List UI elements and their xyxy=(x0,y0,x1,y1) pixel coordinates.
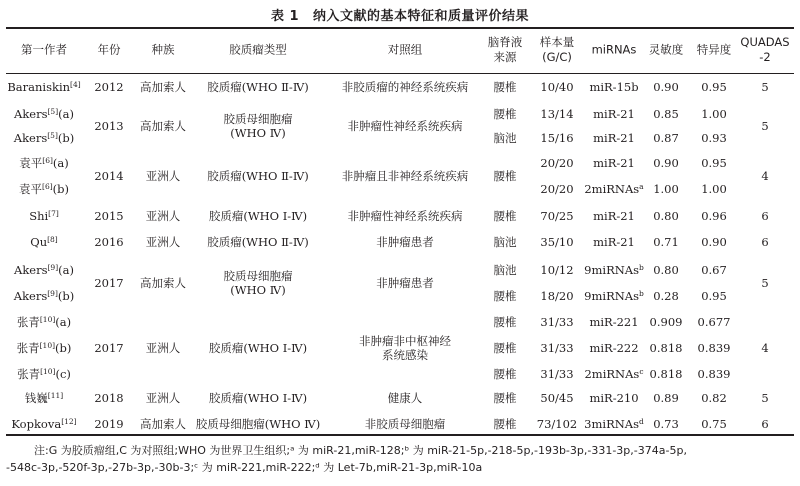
control-line1: 非肿瘤患者 xyxy=(376,276,434,290)
tumor-type-cell xyxy=(207,80,309,94)
quadas-score-cell: 5 xyxy=(761,391,769,405)
year-cell: 2015 xyxy=(94,209,124,223)
control-group-cell xyxy=(365,417,446,431)
author-cell xyxy=(17,315,71,329)
author-cell xyxy=(14,289,74,303)
year-cell: 2012 xyxy=(94,80,124,94)
specificity-cell: 1.00 xyxy=(701,182,727,196)
author-name: 张青 xyxy=(17,367,41,381)
quadas-score-cell: 5 xyxy=(761,119,769,133)
mirna-footnote-mark: a xyxy=(639,182,644,191)
sensitivity-cell: 0.89 xyxy=(653,391,679,405)
author-suffix: (a) xyxy=(55,315,72,329)
tumor-type-line2: (WHO Ⅳ) xyxy=(230,126,286,140)
reference-number: [9] xyxy=(47,263,59,272)
sample-size-cell: 10/40 xyxy=(540,80,574,94)
csf-source-cell: 脑池 xyxy=(493,235,517,249)
sensitivity-cell: 1.00 xyxy=(653,182,679,196)
mirna-name: 3miRNAs xyxy=(584,417,640,431)
footnote-line1: 注:G 为胶质瘤组,C 为对照组;WHO 为世界卫生组织;ᵃ 为 miR-21,miR-128;ᵇ 为 miR-21-5p,-218-5p,-193b-3p,-331-3p,-374a-5p, xyxy=(34,444,687,457)
quadas-score-cell: 4 xyxy=(761,169,769,183)
mirna-cell xyxy=(584,417,644,431)
author-cell xyxy=(14,131,74,145)
reference-number: [8] xyxy=(47,235,58,244)
race-cell: 高加索人 xyxy=(140,80,186,94)
specificity-cell: 0.677 xyxy=(697,315,731,329)
reference-number: [5] xyxy=(47,107,59,116)
race-cell: 亚洲人 xyxy=(145,391,181,405)
header-quadas xyxy=(740,35,789,65)
specificity-cell: 0.839 xyxy=(697,341,731,355)
year-cell: 2016 xyxy=(94,235,124,249)
tumor-type-line1: 胶质瘤(WHO Ⅱ-Ⅳ) xyxy=(207,169,309,183)
table-title: 纳入文献的基本特征和质量评价结果 xyxy=(313,9,530,24)
header-control: 对照组 xyxy=(387,42,423,57)
year-cell: 2017 xyxy=(94,341,124,355)
mirna-cell xyxy=(593,156,635,170)
header-author: 第一作者 xyxy=(21,42,67,57)
header-sample-line1: 样本量 xyxy=(539,35,575,49)
reference-number: [10] xyxy=(39,315,56,324)
mirna-name: miR-221 xyxy=(589,315,639,329)
csf-source-cell: 脑池 xyxy=(493,131,517,145)
header-sample-line2: (G/C) xyxy=(542,50,572,64)
author-name: Baraniskin xyxy=(7,80,71,94)
author-cell xyxy=(7,80,80,94)
mirna-footnote-mark: d xyxy=(639,417,644,426)
specificity-cell: 0.96 xyxy=(701,209,727,223)
mirna-cell xyxy=(584,263,644,277)
mirna-cell xyxy=(593,107,635,121)
reference-number: [4] xyxy=(70,80,81,89)
sensitivity-cell: 0.90 xyxy=(653,80,679,94)
control-group-cell xyxy=(342,80,469,94)
author-suffix: (b) xyxy=(57,131,75,145)
mirna-name: 9miRNAs xyxy=(584,289,640,303)
author-name: Shi xyxy=(29,209,49,223)
csf-source-cell: 腰椎 xyxy=(493,107,517,121)
sensitivity-cell: 0.818 xyxy=(649,367,683,381)
sample-size-cell: 50/45 xyxy=(540,391,574,405)
sample-size-cell: 18/20 xyxy=(540,289,574,303)
sample-size-cell: 31/33 xyxy=(540,367,574,381)
reference-number: [11] xyxy=(47,391,64,400)
sensitivity-cell: 0.90 xyxy=(653,156,679,170)
sensitivity-cell: 0.909 xyxy=(649,315,683,329)
mirna-name: miR-21 xyxy=(593,235,635,249)
header-year: 年份 xyxy=(97,42,121,57)
mirna-cell xyxy=(593,209,635,223)
control-group-cell xyxy=(388,391,423,405)
csf-source-cell: 腰椎 xyxy=(493,169,517,183)
header-specificity: 特异度 xyxy=(696,42,732,57)
sensitivity-cell: 0.73 xyxy=(653,417,679,431)
specificity-cell: 0.93 xyxy=(701,131,727,145)
tumor-type-line1: 胶质瘤(WHO Ⅰ-Ⅳ) xyxy=(208,341,308,355)
specificity-cell: 0.839 xyxy=(697,367,731,381)
specificity-cell: 0.82 xyxy=(701,391,727,405)
quadas-score-cell: 6 xyxy=(761,209,769,223)
mirna-name: miR-21 xyxy=(593,131,635,145)
specificity-cell: 0.67 xyxy=(701,263,727,277)
tumor-type-cell xyxy=(209,391,307,405)
race-cell: 亚洲人 xyxy=(145,169,181,183)
sensitivity-cell: 0.80 xyxy=(653,209,679,223)
author-name: Akers xyxy=(13,289,48,303)
quadas-score-cell: 4 xyxy=(761,341,769,355)
csf-source-cell: 腰椎 xyxy=(493,417,517,431)
tumor-type-line1: 胶质母细胞瘤(WHO Ⅳ) xyxy=(195,417,321,431)
sample-size-cell: 13/14 xyxy=(540,107,574,121)
reference-number: [7] xyxy=(48,209,59,218)
mirna-name: 2miRNAs xyxy=(584,182,640,196)
mirna-name: miR-21 xyxy=(593,107,635,121)
control-line1: 非肿瘤非中枢神经 xyxy=(359,334,451,348)
header-quadas-line2: -2 xyxy=(759,50,771,64)
sensitivity-cell: 0.80 xyxy=(653,263,679,277)
control-line1: 非肿瘤性神经系统疾病 xyxy=(347,119,463,133)
author-name: 袁平 xyxy=(19,156,43,170)
race-cell: 高加索人 xyxy=(140,417,186,431)
control-group-cell xyxy=(348,209,463,223)
reference-number: [9] xyxy=(47,289,58,298)
reference-number: [12] xyxy=(61,417,77,426)
tumor-type-line1: 胶质母细胞瘤 xyxy=(223,112,293,126)
header-csf-source xyxy=(488,35,523,65)
header-mirnas: miRNAs xyxy=(591,42,637,57)
tumor-type-line1: 胶质瘤(WHO Ⅱ-Ⅳ) xyxy=(207,235,309,249)
sensitivity-cell: 0.87 xyxy=(653,131,679,145)
sample-size-cell: 20/20 xyxy=(540,156,574,170)
reference-number: [5] xyxy=(47,131,58,140)
author-suffix: (a) xyxy=(52,156,69,170)
quadas-score-cell: 6 xyxy=(761,235,769,249)
tumor-type-cell xyxy=(196,417,320,431)
mirna-name: miR-21 xyxy=(593,209,635,223)
sample-size-cell: 15/16 xyxy=(540,131,574,145)
sensitivity-cell: 0.28 xyxy=(653,289,679,303)
author-cell xyxy=(25,391,63,405)
mirna-cell xyxy=(589,341,638,355)
author-cell xyxy=(30,235,57,249)
header-sensitivity: 灵敏度 xyxy=(648,42,684,57)
csf-source-cell: 腰椎 xyxy=(493,209,517,223)
author-suffix: (a) xyxy=(58,107,74,121)
reference-number: [6] xyxy=(42,156,53,165)
mirna-cell xyxy=(584,289,644,303)
top-rule xyxy=(6,27,794,29)
mirna-name: miR-15b xyxy=(589,80,639,94)
sensitivity-cell: 0.71 xyxy=(653,235,679,249)
mirna-footnote-mark: b xyxy=(639,263,644,272)
table-caption xyxy=(0,5,800,24)
control-group-cell xyxy=(376,276,434,290)
author-name: 张青 xyxy=(16,341,40,355)
reference-number: [10] xyxy=(40,367,56,376)
reference-number: [10] xyxy=(39,341,56,350)
sample-size-cell: 20/20 xyxy=(540,182,574,196)
header-quadas-line1: QUADAS xyxy=(740,35,790,49)
tumor-type-cell xyxy=(209,209,307,223)
year-cell: 2018 xyxy=(94,391,124,405)
quadas-score-cell: 5 xyxy=(761,276,769,290)
sample-size-cell: 73/102 xyxy=(536,417,578,431)
control-group-cell xyxy=(359,334,451,362)
author-suffix: (a) xyxy=(58,263,74,277)
race-cell: 亚洲人 xyxy=(145,235,181,249)
tumor-type-cell xyxy=(224,112,293,140)
mirna-name: miR-210 xyxy=(589,391,639,405)
csf-source-cell: 腰椎 xyxy=(493,289,517,303)
specificity-cell: 0.95 xyxy=(701,156,727,170)
sample-size-cell: 31/33 xyxy=(540,341,574,355)
author-cell xyxy=(29,209,59,223)
csf-source-cell: 腰椎 xyxy=(493,315,517,329)
year-cell: 2019 xyxy=(94,417,124,431)
sample-size-cell: 70/25 xyxy=(540,209,574,223)
year-cell: 2013 xyxy=(94,119,124,133)
table-number: 表 1 xyxy=(270,9,300,24)
tumor-type-line1: 胶质瘤(WHO Ⅱ-Ⅳ) xyxy=(207,80,309,94)
mirna-cell xyxy=(593,235,635,249)
author-cell xyxy=(19,182,69,196)
sample-size-cell: 31/33 xyxy=(540,315,574,329)
race-cell: 亚洲人 xyxy=(145,341,181,355)
tumor-type-line1: 胶质瘤(WHO Ⅰ-Ⅳ) xyxy=(208,391,308,405)
mirna-footnote-mark: c xyxy=(639,367,644,376)
author-name: Kopkova xyxy=(11,417,62,431)
mirna-name: miR-21 xyxy=(593,156,635,170)
header-rule xyxy=(6,73,794,74)
header-race: 种族 xyxy=(151,42,175,57)
tumor-type-line2: (WHO Ⅳ) xyxy=(230,283,286,297)
author-name: 钱巍 xyxy=(24,391,48,405)
quadas-score-cell: 6 xyxy=(761,417,769,431)
specificity-cell: 0.95 xyxy=(701,80,727,94)
mirna-cell xyxy=(584,367,643,381)
mirna-cell xyxy=(584,182,643,196)
mirna-name: 2miRNAs xyxy=(584,367,640,381)
control-line2: 系统感染 xyxy=(382,348,428,362)
sensitivity-cell: 0.818 xyxy=(649,341,683,355)
race-cell: 高加索人 xyxy=(140,119,186,133)
header-sample-size xyxy=(540,35,575,65)
race-cell: 亚洲人 xyxy=(145,209,181,223)
author-cell xyxy=(17,367,71,381)
control-group-cell xyxy=(342,169,469,183)
header-csf-line1: 脑脊液 xyxy=(487,35,523,49)
csf-source-cell: 腰椎 xyxy=(493,80,517,94)
control-group-cell xyxy=(376,235,434,249)
tumor-type-cell xyxy=(207,169,309,183)
specificity-cell: 0.95 xyxy=(701,289,727,303)
csf-source-cell: 脑池 xyxy=(493,263,517,277)
mirna-cell xyxy=(589,315,638,329)
control-group-cell xyxy=(348,119,463,133)
author-cell xyxy=(17,341,72,355)
csf-source-cell: 腰椎 xyxy=(493,391,517,405)
author-cell xyxy=(14,263,74,277)
bottom-rule xyxy=(6,434,794,436)
author-suffix: (b) xyxy=(52,182,69,196)
author-cell xyxy=(14,107,74,121)
tumor-type-cell xyxy=(207,235,309,249)
header-tumor-type: 胶质瘤类型 xyxy=(229,42,287,57)
author-name: Akers xyxy=(14,263,48,277)
reference-number: [6] xyxy=(42,182,53,191)
year-cell: 2014 xyxy=(94,169,124,183)
csf-source-cell: 腰椎 xyxy=(493,341,517,355)
mirna-cell xyxy=(589,80,638,94)
author-suffix: (c) xyxy=(55,367,71,381)
table-footnote xyxy=(6,442,794,476)
year-cell: 2017 xyxy=(94,276,124,290)
control-line1: 非肿瘤患者 xyxy=(376,235,434,249)
tumor-type-cell xyxy=(224,269,293,297)
mirna-cell xyxy=(589,391,638,405)
specificity-cell: 0.90 xyxy=(701,235,727,249)
author-name: Akers xyxy=(14,107,48,121)
header-csf-line2: 来源 xyxy=(493,50,517,64)
author-name: Qu xyxy=(30,235,48,249)
control-line1: 非胶质瘤的神经系统疾病 xyxy=(341,80,469,94)
author-name: 张青 xyxy=(16,315,40,329)
sample-size-cell: 10/12 xyxy=(540,263,574,277)
sensitivity-cell: 0.85 xyxy=(653,107,679,121)
mirna-footnote-mark: b xyxy=(639,289,644,298)
race-cell: 高加索人 xyxy=(140,276,186,290)
author-suffix: (b) xyxy=(55,341,72,355)
quadas-score-cell: 5 xyxy=(761,80,769,94)
control-line1: 非胶质母细胞瘤 xyxy=(364,417,446,431)
tumor-type-cell xyxy=(209,341,307,355)
footnote-line2: -548c-3p,-520f-3p,-27b-3p,-30b-3;ᶜ 为 miR-221,miR-222;ᵈ 为 Let-7b,miR-21-3p,miR-10a xyxy=(6,461,483,474)
control-line1: 健康人 xyxy=(387,391,423,405)
author-name: 袁平 xyxy=(19,182,43,196)
csf-source-cell: 腰椎 xyxy=(493,367,517,381)
mirna-name: miR-222 xyxy=(589,341,639,355)
mirna-name: 9miRNAs xyxy=(584,263,640,277)
author-cell xyxy=(19,156,68,170)
author-suffix: (b) xyxy=(57,289,75,303)
sample-size-cell: 35/10 xyxy=(540,235,574,249)
mirna-cell xyxy=(593,131,635,145)
tumor-type-line1: 胶质瘤(WHO Ⅰ-Ⅳ) xyxy=(208,209,308,223)
tumor-type-line1: 胶质母细胞瘤 xyxy=(223,269,293,283)
author-cell xyxy=(11,417,76,431)
control-line1: 非肿瘤且非神经系统疾病 xyxy=(341,169,469,183)
specificity-cell: 1.00 xyxy=(701,107,727,121)
author-name: Akers xyxy=(13,131,48,145)
control-line1: 非肿瘤性神经系统疾病 xyxy=(347,209,463,223)
specificity-cell: 0.75 xyxy=(701,417,727,431)
